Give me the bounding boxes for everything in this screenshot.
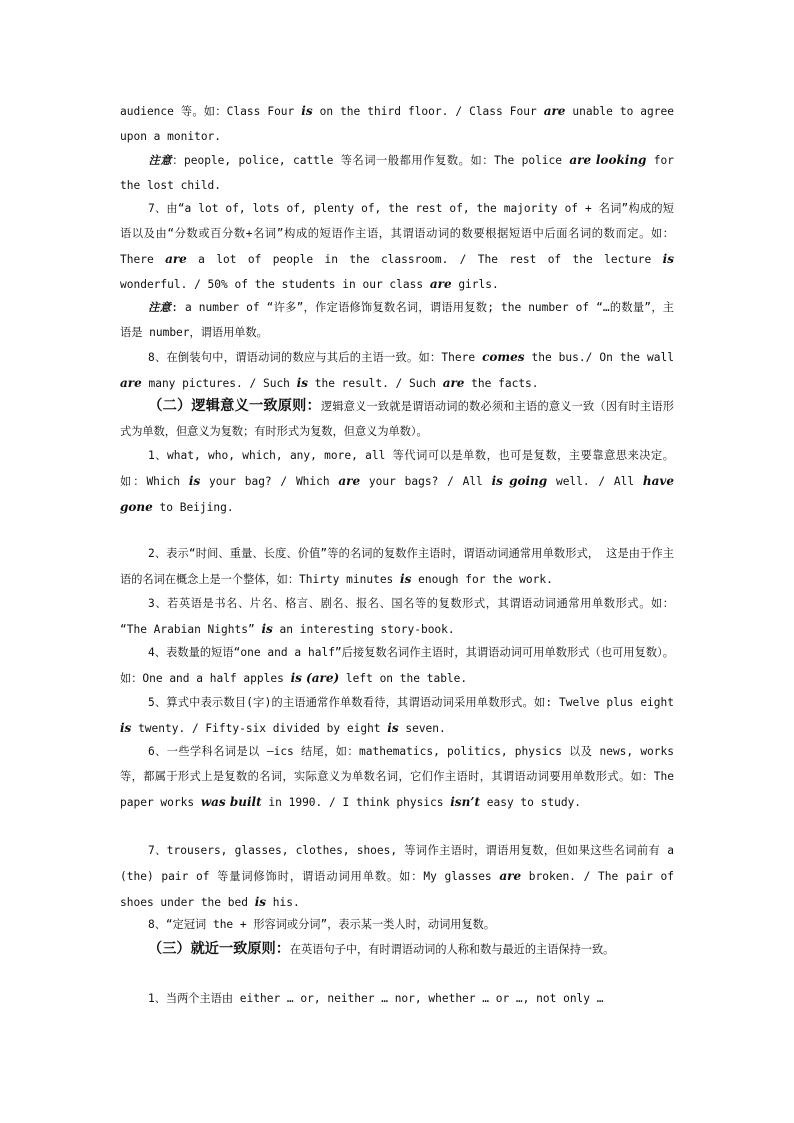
text: many pictures. / Such [141,376,297,390]
text: wonderful. / 50% of the students in our class [120,278,430,292]
verb-emphasis: is [400,571,412,586]
paragraph-logical-rule-1 [120,444,674,520]
text: on the third floor. / Class Four [312,105,544,118]
text: an interesting story-book. [272,622,455,636]
paragraph-note-people-police [120,148,674,199]
paragraph-logical-rule-3 [120,592,674,643]
text: 逻辑意义一致就是谓语动词的数必须和主语的意义一致（因有时主语形式为单数，但意义为复数；有时形式为复数，但意义为单数）。 [120,400,674,438]
text: 8、“定冠词 the + 形容词或分词”，表示某一类人时，动词用复数。 [148,918,496,931]
text: : a number of “许多”，作定语修饰复数名词，谓语用复数; the number of “…的数量”，主语是 number，谓语用单数。 [120,301,674,339]
paragraph-logical-rule-7 [120,839,674,915]
verb-emphasis: are [499,868,522,883]
note-label: 注意 [148,301,172,314]
verb-emphasis: are [120,375,142,390]
text: 8、在倒装句中，谓语动词的数应与其后的主语一致。如：There [148,351,483,364]
text: 2、表示“时间、重量、长度、价值”等的名词的复数作主语时，谓语动词通常用单数形式， 这是由于作主语的名词在概念上是一个整体，如：Thirty minutes [120,547,674,586]
paragraph-logical-rule-8 [120,913,674,938]
text: your bag? / Which [200,474,339,488]
text: a lot of people in the classroom. / The rest of the lecture [186,252,663,266]
paragraph-collective-noun-example [120,99,674,150]
verb-emphasis: is going [491,473,548,488]
text: left on the table. [339,671,468,685]
text: 5、算式中表示数目(字)的主语通常作单数看待，其谓语动词采用单数形式。如: Twelve plus eight [148,696,674,709]
text: ：people, police, cattle 等名词一般都用作复数。如：The police [172,154,570,167]
text: 1、what, who, which, any, more, all 等代词可以是单数，也可是复数，主要靠意思来决定。如：Which [120,449,674,488]
text: well. / All [547,474,643,488]
text: audience 等。如：Class Four [120,105,302,118]
paragraph-proximity-rule-1 [120,987,674,1012]
text: 3、若英语是书名、片名、格言、剧名、报名、国名等的复数形式，其谓语动词通常用单数形式。如： “The Arabian Nights” [120,597,674,636]
section-title: （二）逻辑意义一致原则： [148,398,321,414]
verb-emphasis: have gone [120,473,675,514]
text: the result. / Such [307,376,443,390]
text: easy to study. [480,795,582,809]
text: 7、trousers, glasses, clothes, shoes, 等词作主语时，谓语用复数，但如果这些名词前有 a (the) pair of 等量词修饰时，谓语动词用单数。如：My glasses [120,844,674,883]
text: 在英语句子中，有时谓语动词的人称和数与最近的主语保持一致。 [289,943,615,956]
paragraph-rule-8-inversion [120,345,674,397]
text: 1、当两个主语由 either … or, neither … nor, whether … or …, not only … [148,992,604,1005]
verb-emphasis: are [165,251,187,266]
text: enough for the work. [411,572,553,586]
text: 7、由“a lot of, lots of, plenty of, the rest of, the majority of + 名词”构成的短语以及由“分数或百分数+名词”构成的短语作主语，其谓语动词的数要根据短语中后面名词的数而定。如：There [120,202,674,266]
text: seven. [398,721,446,735]
verb-emphasis: are [442,375,465,390]
verb-emphasis: is [254,894,267,909]
verb-emphasis: is [296,375,308,390]
text: twenty. / Fifty-six divided by eight [131,721,388,735]
text: broken. / The pair of shoes under the bed [120,869,674,909]
verb-emphasis: is [387,720,399,735]
verb-emphasis: is [188,473,201,488]
verb-emphasis: is [261,621,273,636]
paragraph-logical-rule-2 [120,542,674,593]
text: to Beijing. [152,500,234,514]
text: girls. [451,278,499,292]
verb-emphasis: isn’t [450,794,481,809]
text: the facts. [464,376,539,390]
paragraph-logical-rule-4 [120,641,674,692]
text: unable to agree upon a monitor. [120,105,674,143]
verb-emphasis: is [120,720,132,735]
paragraph-logical-rule-5 [120,691,674,742]
section-title: （三）就近一致原则： [148,941,290,957]
text: 4、表数量的短语“one and a half”后接复数名词作主语时，其谓语动词可用单数形式（也可用复数）。如：One and a half apples [120,646,674,685]
paragraph-logical-rule-6 [120,740,674,815]
verb-emphasis: are looking [569,153,647,167]
text: 6、一些学科名词是以 –ics 结尾，如：mathematics, politics, physics 以及 news, works 等，都属于形式上是复数的名词，实际意义为单数名词，它们作主语时，其谓语动词要用单数形式。如：The paper works [120,745,674,809]
verb-emphasis: was built [200,794,262,809]
section-heading-logical-agreement [120,394,674,445]
paragraph-note-a-number-of [120,296,674,346]
text: the bus./ On the wall [524,351,674,364]
verb-emphasis: are [429,277,452,292]
verb-emphasis: is (are) [290,670,340,685]
note-label: 注意 [148,154,173,167]
text: your bags? / All [360,474,492,488]
text: in 1990. / I think physics [261,795,451,809]
verb-emphasis: is [662,251,674,266]
verb-emphasis: are [543,104,566,118]
text: for the lost child. [120,154,674,192]
paragraph-rule-7-quantity-phrases [120,197,674,298]
text: his. [266,895,300,909]
verb-emphasis: are [338,473,361,488]
verb-emphasis: comes [482,350,525,364]
verb-emphasis: is [301,104,313,118]
section-heading-proximity-agreement [120,937,674,963]
